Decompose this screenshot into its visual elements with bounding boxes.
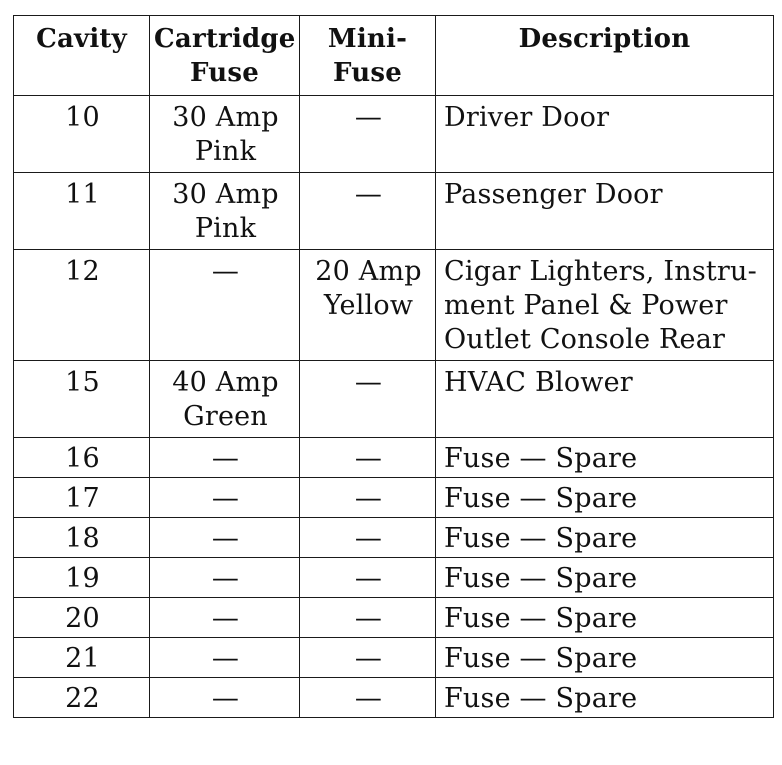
table-row: [14, 638, 774, 678]
cell-description: Fuse — Spare: [436, 518, 774, 558]
cell-cartridge-fuse: 30 Amp Pink: [150, 173, 300, 250]
cell-mini-fuse: —: [300, 598, 436, 638]
cell-cartridge-fuse: —: [150, 518, 300, 558]
cell-cavity: 17: [14, 478, 150, 518]
cell-description: Fuse — Spare: [436, 558, 774, 598]
cell-cavity: 18: [14, 518, 150, 558]
cell-description: HVAC Blower: [436, 361, 774, 438]
table-row: [14, 361, 774, 438]
cell-cartridge-fuse: —: [150, 438, 300, 478]
cell-cavity: 20: [14, 598, 150, 638]
table-header-row: [14, 16, 774, 96]
cell-cartridge-fuse: —: [150, 678, 300, 718]
table-row: [14, 173, 774, 250]
cell-description: Fuse — Spare: [436, 478, 774, 518]
cell-cavity: 15: [14, 361, 150, 438]
cell-mini-fuse: —: [300, 518, 436, 558]
header-mini-fuse: Mini- Fuse: [300, 16, 436, 96]
cell-cavity: 16: [14, 438, 150, 478]
cell-cavity: 22: [14, 678, 150, 718]
table-row: [14, 96, 774, 173]
cell-cavity: 11: [14, 173, 150, 250]
cell-cavity: 12: [14, 250, 150, 361]
header-description: Description: [436, 16, 774, 96]
cell-mini-fuse: —: [300, 678, 436, 718]
header-cartridge-fuse: Cartridge Fuse: [150, 16, 300, 96]
cell-cartridge-fuse: —: [150, 478, 300, 518]
table-row: [14, 518, 774, 558]
cell-mini-fuse: —: [300, 173, 436, 250]
cell-description: Driver Door: [436, 96, 774, 173]
table-row: [14, 478, 774, 518]
cell-description: Fuse — Spare: [436, 678, 774, 718]
cell-mini-fuse: —: [300, 638, 436, 678]
cell-mini-fuse: —: [300, 438, 436, 478]
cell-cavity: 21: [14, 638, 150, 678]
cell-description: Fuse — Spare: [436, 438, 774, 478]
header-cavity: Cavity: [14, 16, 150, 96]
cell-cartridge-fuse: —: [150, 638, 300, 678]
cell-cartridge-fuse: —: [150, 558, 300, 598]
cell-cavity: 10: [14, 96, 150, 173]
cell-mini-fuse: —: [300, 96, 436, 173]
fuse-table: [13, 15, 774, 718]
cell-cavity: 19: [14, 558, 150, 598]
cell-cartridge-fuse: —: [150, 250, 300, 361]
cell-description: Fuse — Spare: [436, 598, 774, 638]
cell-cartridge-fuse: 30 Amp Pink: [150, 96, 300, 173]
cell-mini-fuse: —: [300, 478, 436, 518]
table-row: [14, 438, 774, 478]
table-row: [14, 678, 774, 718]
table-row: [14, 558, 774, 598]
cell-cartridge-fuse: —: [150, 598, 300, 638]
cell-mini-fuse: 20 Amp Yellow: [300, 250, 436, 361]
cell-description: Fuse — Spare: [436, 638, 774, 678]
cell-description: Passenger Door: [436, 173, 774, 250]
table-row: [14, 250, 774, 361]
cell-description: Cigar Lighters, Instru- ment Panel & Power Outlet Console Rear: [436, 250, 774, 361]
cell-mini-fuse: —: [300, 558, 436, 598]
table-row: [14, 598, 774, 638]
cell-mini-fuse: —: [300, 361, 436, 438]
cell-cartridge-fuse: 40 Amp Green: [150, 361, 300, 438]
